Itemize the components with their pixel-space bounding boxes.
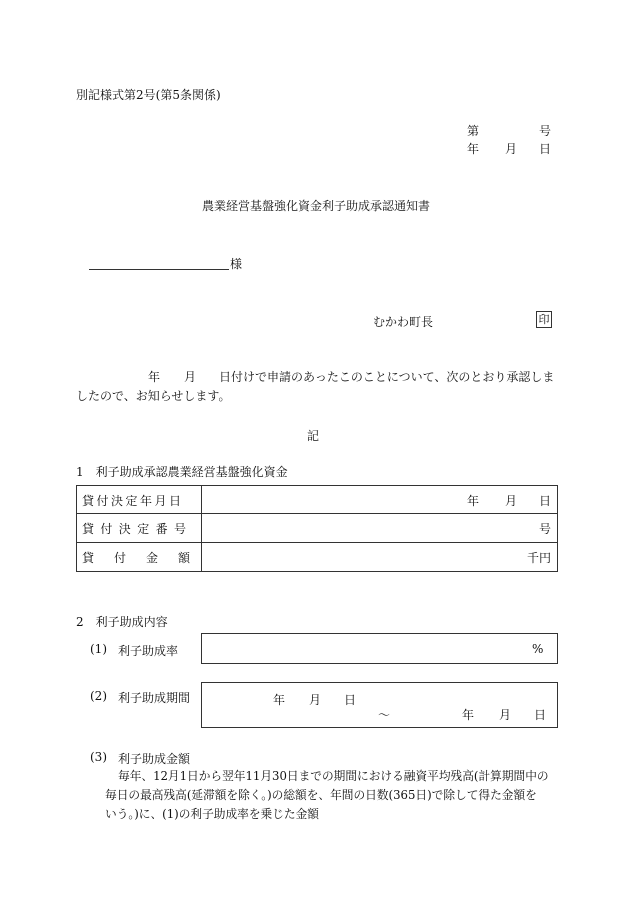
ki-heading: 記: [307, 429, 320, 443]
loan-decision-date-day: 日: [539, 494, 552, 508]
document-title: 農業経営基盤強化資金利子助成承認通知書: [202, 199, 431, 213]
period-from-day: 日: [344, 693, 357, 707]
period-from-year: 年: [273, 693, 286, 707]
subsidy-rate-unit: %: [532, 642, 544, 656]
subsidy-amount-label: 利子助成金額: [118, 752, 191, 766]
period-to-day: 日: [534, 708, 547, 722]
addressee-suffix: 様: [230, 257, 243, 271]
loan-amount-label: 貸付金額: [82, 551, 211, 565]
body-month: 月: [184, 370, 197, 384]
period-to-year: 年: [462, 708, 475, 722]
subsidy-amount-text-line1: 毎年、12月1日から翌年11月30日までの期間における融資平均残高(計算期間中の: [118, 769, 549, 783]
loan-decision-date-month: 月: [505, 494, 518, 508]
seal-mark: 印: [536, 311, 552, 328]
body-line2: したので、お知らせします。: [76, 389, 231, 403]
form-id: 別記様式第2号(第5条関係): [76, 88, 221, 102]
body-year: 年: [148, 370, 161, 384]
item3-number: (3): [90, 750, 107, 764]
subsidy-amount-text-line2: 毎日の最高残高(延滞額を除く。)の総額を、年間の日数(365日)で除して得た金額を: [105, 788, 537, 802]
subsidy-period-label: 利子助成期間: [118, 691, 191, 705]
loan-amount-unit: 千円: [527, 551, 552, 565]
item2-number: (2): [90, 689, 107, 703]
loan-decision-number-unit: 号: [539, 522, 552, 536]
doc-number-dai: 第: [467, 124, 480, 138]
date-month: 月: [505, 142, 518, 156]
subsidy-rate-label: 利子助成率: [118, 644, 179, 658]
subsidy-rate-box: [201, 633, 558, 664]
section1-heading: 1 利子助成承認農業経営基盤強化資金: [76, 465, 288, 479]
addressee-underline: [89, 269, 229, 270]
issuer-name: むかわ町長: [373, 315, 434, 329]
body-line1: 日付けで申請のあったこのことについて、次のとおり承認しま: [219, 370, 555, 384]
loan-table-row-line: [76, 542, 558, 543]
date-year: 年: [467, 142, 480, 156]
loan-decision-date-year: 年: [467, 494, 480, 508]
subsidy-amount-text-line3: いう。)に、(1)の利子助成率を乗じた金額: [105, 807, 319, 821]
section2-heading: 2 利子助成内容: [76, 615, 168, 629]
item1-number: (1): [90, 642, 107, 656]
period-from-month: 月: [309, 693, 322, 707]
loan-decision-number-label: 貸付決定番号: [82, 522, 193, 536]
period-tilde: 〜: [378, 708, 391, 722]
loan-decision-date-label: 貸付決定年月日: [82, 494, 184, 508]
loan-table-row-line: [76, 513, 558, 514]
doc-number-go: 号: [539, 124, 552, 138]
date-day: 日: [539, 142, 552, 156]
period-to-month: 月: [499, 708, 512, 722]
